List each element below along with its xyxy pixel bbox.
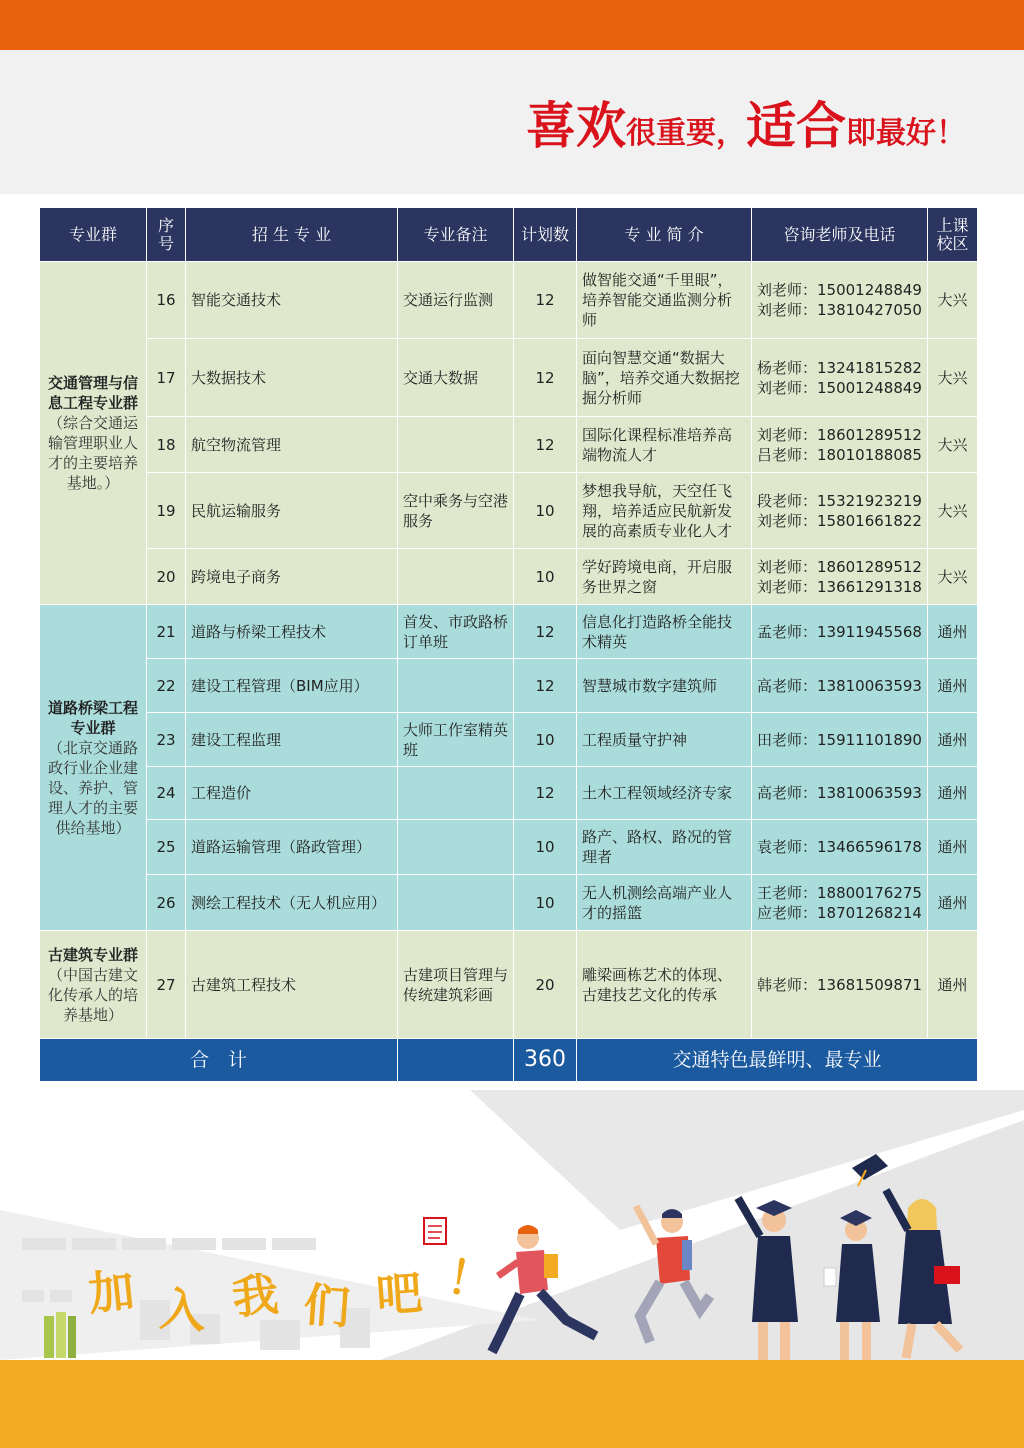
row-no: 24 [147, 767, 186, 820]
row-contact: 袁老师：13466596178 [752, 820, 928, 875]
table-row [40, 659, 978, 713]
row-note: 交通大数据 [398, 339, 514, 417]
row-intro: 路产、路权、路况的管理者 [577, 820, 752, 875]
total-plan: 360 [514, 1039, 577, 1082]
row-no: 16 [147, 262, 186, 339]
group-cell [40, 605, 147, 931]
table-row [40, 875, 978, 931]
row-major: 道路与桥梁工程技术 [186, 605, 398, 659]
row-note [398, 820, 514, 875]
row-contact: 韩老师：13681509871 [752, 931, 928, 1039]
row-intro: 梦想我导航，天空任飞翔，培养适应民航新发展的高素质专业化人才 [577, 473, 752, 549]
header-no: 序号 [147, 208, 186, 262]
row-contact: 高老师：13810063593 [752, 767, 928, 820]
row-contact: 田老师：15911101890 [752, 713, 928, 767]
row-campus: 通州 [928, 820, 978, 875]
join-char: 入 [157, 1281, 208, 1339]
join-char: 吧 [374, 1265, 425, 1323]
row-campus: 大兴 [928, 549, 978, 605]
row-intro: 智慧城市数字建筑师 [577, 659, 752, 713]
row-intro: 无人机测绘高端产业人才的摇篮 [577, 875, 752, 931]
group-cell [40, 262, 147, 605]
row-plan: 20 [514, 931, 577, 1039]
row-note [398, 659, 514, 713]
row-note: 交通运行监测 [398, 262, 514, 339]
row-intro: 国际化课程标准培养高端物流人才 [577, 417, 752, 473]
row-plan: 12 [514, 767, 577, 820]
row-no: 18 [147, 417, 186, 473]
row-note [398, 549, 514, 605]
row-campus: 大兴 [928, 339, 978, 417]
row-major: 工程造价 [186, 767, 398, 820]
table-row [40, 820, 978, 875]
table-row [40, 931, 978, 1039]
slogan-part-4: 即最好！ [846, 116, 966, 151]
row-intro: 信息化打造路桥全能技术精英 [577, 605, 752, 659]
join-char: 们 [301, 1277, 352, 1335]
row-major: 道路运输管理（路政管理） [186, 820, 398, 875]
row-no: 26 [147, 875, 186, 931]
total-empty [398, 1039, 514, 1082]
row-intro: 做智能交通“千里眼”，培养智能交通监测分析师 [577, 262, 752, 339]
row-note [398, 417, 514, 473]
row-note: 大师工作室精英班 [398, 713, 514, 767]
table-header-row [40, 208, 978, 262]
group-cell [40, 931, 147, 1039]
row-plan: 12 [514, 605, 577, 659]
row-contact: 刘老师：18601289512 吕老师：18010188085 [752, 417, 928, 473]
row-no: 21 [147, 605, 186, 659]
row-contact: 王老师：18800176275 应老师：18701268214 [752, 875, 928, 931]
row-major: 智能交通技术 [186, 262, 398, 339]
row-plan: 10 [514, 549, 577, 605]
row-no: 17 [147, 339, 186, 417]
table-row [40, 713, 978, 767]
row-contact: 段老师：15321923219 刘老师：15801661822 [752, 473, 928, 549]
top-orange-bar [0, 0, 1024, 50]
row-note [398, 767, 514, 820]
row-note [398, 875, 514, 931]
header-note: 专业备注 [398, 208, 514, 262]
group-name: 交通管理与信息工程专业群 [47, 374, 138, 412]
books-icon [44, 1312, 76, 1358]
row-no: 27 [147, 931, 186, 1039]
join-char: 我 [229, 1267, 281, 1325]
row-major: 民航运输服务 [186, 473, 398, 549]
group-name: 道路桥梁工程专业群 [47, 698, 138, 737]
row-major: 跨境电子商务 [186, 549, 398, 605]
row-plan: 10 [514, 473, 577, 549]
row-campus: 通州 [928, 605, 978, 659]
row-note: 首发、市政路桥订单班 [398, 605, 514, 659]
row-campus: 通州 [928, 875, 978, 931]
certificate-icon [424, 1218, 446, 1244]
slogan-part-1: 喜欢 [526, 97, 626, 155]
table-row [40, 417, 978, 473]
row-campus: 通州 [928, 767, 978, 820]
row-intro: 土木工程领域经济专家 [577, 767, 752, 820]
bottom-orange-bar [0, 1360, 1024, 1448]
total-label: 合 计 [40, 1039, 398, 1082]
row-major: 建设工程监理 [186, 713, 398, 767]
row-contact: 孟老师：13911945568 [752, 605, 928, 659]
join-char: 加 [85, 1262, 138, 1322]
table-row [40, 549, 978, 605]
row-contact: 高老师：13810063593 [752, 659, 928, 713]
row-campus: 大兴 [928, 473, 978, 549]
row-campus: 通州 [928, 659, 978, 713]
row-campus: 大兴 [928, 417, 978, 473]
header-campus: 上课校区 [928, 208, 978, 262]
row-plan: 12 [514, 262, 577, 339]
row-contact: 刘老师：15001248849 刘老师：13810427050 [752, 262, 928, 339]
row-plan: 10 [514, 875, 577, 931]
row-no: 20 [147, 549, 186, 605]
header-plan: 计划数 [514, 208, 577, 262]
row-campus: 通州 [928, 713, 978, 767]
table-row [40, 605, 978, 659]
table-row [40, 767, 978, 820]
header-group: 专业群 [40, 208, 147, 262]
join-char: ！ [443, 1249, 498, 1311]
slogan-part-3: 适合 [746, 97, 846, 155]
row-intro: 学好跨境电商，开启服务世界之窗 [577, 549, 752, 605]
header-intro: 专 业 简 介 [577, 208, 752, 262]
row-plan: 10 [514, 713, 577, 767]
table-row [40, 339, 978, 417]
row-major: 大数据技术 [186, 339, 398, 417]
group-desc: （北京交通路政行业企业建设、养护、管理人才的主要供给基地） [47, 738, 138, 837]
row-plan: 12 [514, 659, 577, 713]
row-plan: 10 [514, 820, 577, 875]
slogan [526, 86, 966, 158]
row-intro: 工程质量守护神 [577, 713, 752, 767]
group-name: 古建筑专业群 [47, 945, 138, 964]
join-us-text [85, 1249, 520, 1339]
row-major: 古建筑工程技术 [186, 931, 398, 1039]
total-row [40, 1039, 978, 1082]
header-contact: 咨询老师及电话 [752, 208, 928, 262]
group-desc: （中国古建文化传承人的培养基地） [47, 965, 138, 1024]
row-contact: 杨老师：13241815282 刘老师：15001248849 [752, 339, 928, 417]
row-no: 23 [147, 713, 186, 767]
row-note: 古建项目管理与传统建筑彩画 [398, 931, 514, 1039]
row-no: 22 [147, 659, 186, 713]
row-plan: 12 [514, 417, 577, 473]
enrollment-table [39, 207, 978, 1082]
total-slogan: 交通特色最鲜明、最专业 [577, 1039, 978, 1082]
table-row [40, 262, 978, 339]
row-note: 空中乘务与空港服务 [398, 473, 514, 549]
row-campus: 大兴 [928, 262, 978, 339]
row-major: 航空物流管理 [186, 417, 398, 473]
table-row [40, 473, 978, 549]
row-intro: 面向智慧交通“数据大脑”，培养交通大数据挖掘分析师 [577, 339, 752, 417]
header-major: 招 生 专 业 [186, 208, 398, 262]
row-major: 测绘工程技术（无人机应用） [186, 875, 398, 931]
row-no: 25 [147, 820, 186, 875]
group-desc: （综合交通运输管理职业人才的主要培养基地。） [47, 414, 138, 492]
row-no: 19 [147, 473, 186, 549]
row-plan: 12 [514, 339, 577, 417]
row-campus: 通州 [928, 931, 978, 1039]
row-major: 建设工程管理（BIM应用） [186, 659, 398, 713]
row-contact: 刘老师：18601289512 刘老师：13661291318 [752, 549, 928, 605]
slogan-part-2: 很重要， [626, 116, 746, 151]
row-intro: 雕梁画栋艺术的体现、古建技艺文化的传承 [577, 931, 752, 1039]
